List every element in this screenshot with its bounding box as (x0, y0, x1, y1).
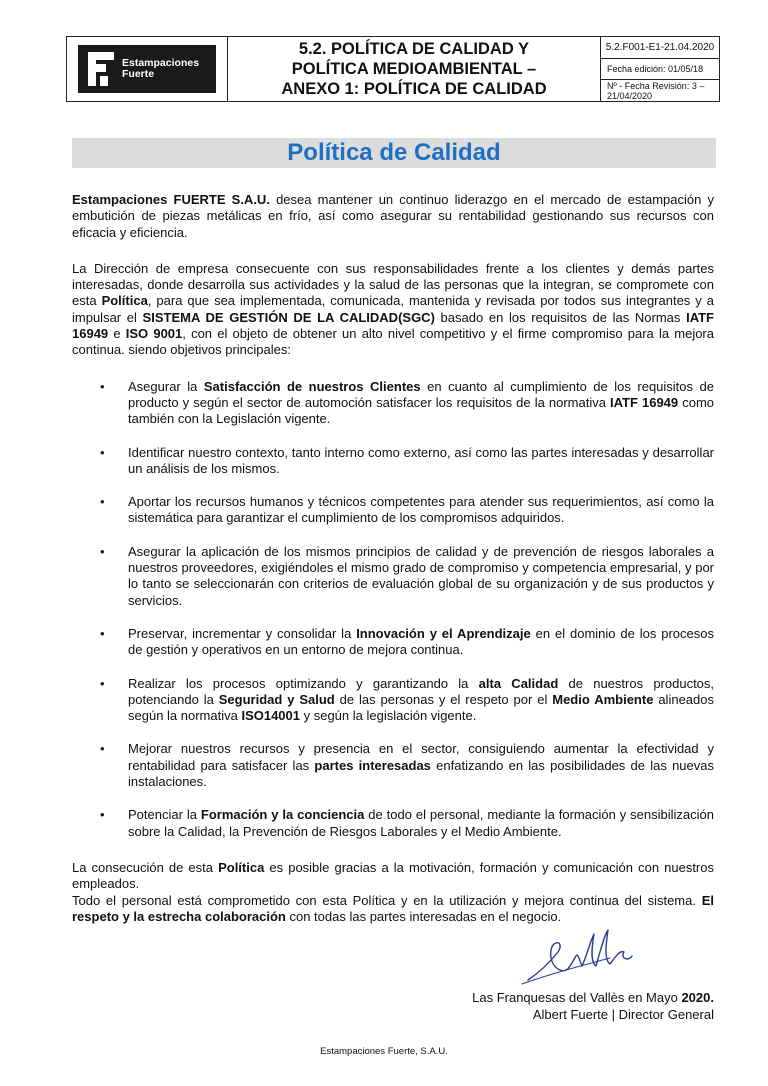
logo-mark-icon (88, 52, 114, 86)
list-item: • Preservar, incrementar y consolidar la Innovación y el Aprendizaje en el dominio de los procesos de gestión y operativos en un entorno de mejora continua. (100, 625, 714, 658)
list-item: • Identificar nuestro contexto, tanto interno como externo, así como las partes interesadas y desarrollar un análisis de los mismos. (100, 444, 714, 476)
bullet-icon: • (100, 741, 105, 757)
list-item: • Potenciar la Formación y la conciencia de todo el personal, mediante la formación y sensibilización sobre la Calidad, la Prevención de Riesgos Laborales y el Medio Ambiente. (100, 807, 714, 839)
edition-date: Fecha edición: 01/05/18 (601, 59, 719, 81)
title-band (72, 138, 716, 168)
company-logo (78, 45, 216, 93)
revision-info: Nº - Fecha Revisión: 3 – 21/04/2020 (607, 80, 705, 101)
bullet-icon: • (100, 543, 105, 559)
header-title: 5.2. POLÍTICA DE CALIDAD Y POLÍTICA MEDIOAMBIENTAL – ANEXO 1: POLÍTICA DE CALIDAD (228, 37, 601, 101)
bullet-icon: • (100, 494, 105, 510)
place-date: Las Franquesas del Vallès en Mayo 2020. (472, 990, 714, 1005)
signature-block (472, 990, 714, 1023)
page-footer: Estampaciones Fuerte, S.A.U. (320, 1046, 448, 1057)
bullet-icon: • (100, 675, 105, 691)
intro-paragraph: Estampaciones FUERTE S.A.U. desea mantener un continuo liderazgo en el mercado de estampación y embutición de piezas metálicas en frío, así como asegurar su rentabilidad gestionando sus recursos con eficacia y eficiencia. (72, 192, 714, 240)
objectives-list (72, 379, 714, 840)
document-header (66, 36, 720, 102)
logo-cell (67, 37, 228, 101)
bullet-icon: • (100, 625, 105, 641)
bullet-icon: • (100, 444, 105, 460)
list-item: • Asegurar la Satisfacción de nuestros Clientes en cuanto al cumplimiento de los requisitos de producto y según el sector de automoción satisfacer los requisitos de la normativa IATF 16949 como también con la Legislación vigente. (100, 378, 715, 427)
handwritten-signature (520, 922, 650, 986)
commitment-paragraph: La Dirección de empresa consecuente con sus responsabilidades frente a los clientes y demás partes interesadas, donde desarrolla sus actividades y la salud de las personas que la integran, se compromete con esta Política, para que sea implementada, comunicada, mantenida y revisada por todos sus integrantes y a impulsar el SISTEMA DE GESTIÓN DE LA CALIDAD(SGC) basado en los requisitos de las Normas IATF 16949 e ISO 9001, con el objeto de obtener un alto nivel competitivo y el firme compromiso para la mejora continua. siendo objetivos principales: (72, 260, 715, 358)
document-body (72, 192, 714, 925)
doc-code: 5.2.F001-E1-21.04.2020 (601, 37, 719, 59)
list-item: • Aportar los recursos humanos y técnicos competentes para atender sus requerimientos, así como la sistemática para garantizar el cumplimiento de los compromisos adquiridos. (100, 494, 714, 526)
list-item: • Asegurar la aplicación de los mismos principios de calidad y de prevención de riesgos laborales a nuestros proveedores, exigiéndoles el mismo grado de compromiso y competencia empresarial, y por lo tanto se seleccionarán con criterios de evaluación global de su organización y de sus productos y servicios. (100, 543, 714, 608)
logo-text: Estampaciones Fuerte (122, 57, 200, 80)
closing-paragraph: La consecución de esta Política es posible gracias a la motivación, formación y comunicación con nuestros empleados. Todo el personal está comprometido con esta Política y en la utilización y mejora continua del sistema. El respeto y la estrecha colaboración con todas las partes interesadas en el negocio. (72, 859, 714, 924)
bullet-icon: • (100, 807, 105, 823)
page-title: Política de Calidad (287, 139, 501, 166)
list-item: • Mejorar nuestros recursos y presencia en el sector, consiguiendo aumentar la efectividad y rentabilidad para satisfacer las partes interesadas enfatizando en las posibilidades de las nuevas instalaciones. (100, 741, 714, 790)
signatory: Albert Fuerte | Director General (532, 1006, 714, 1022)
list-item: • Realizar los procesos optimizando y garantizando la alta Calidad de nuestros productos, potenciando la Seguridad y Salud de las personas y el respeto por el Medio Ambiente alineados según la normativa ISO14001 y según la legislación vigente. (100, 675, 715, 724)
bullet-icon: • (100, 378, 105, 394)
header-meta (601, 37, 719, 101)
